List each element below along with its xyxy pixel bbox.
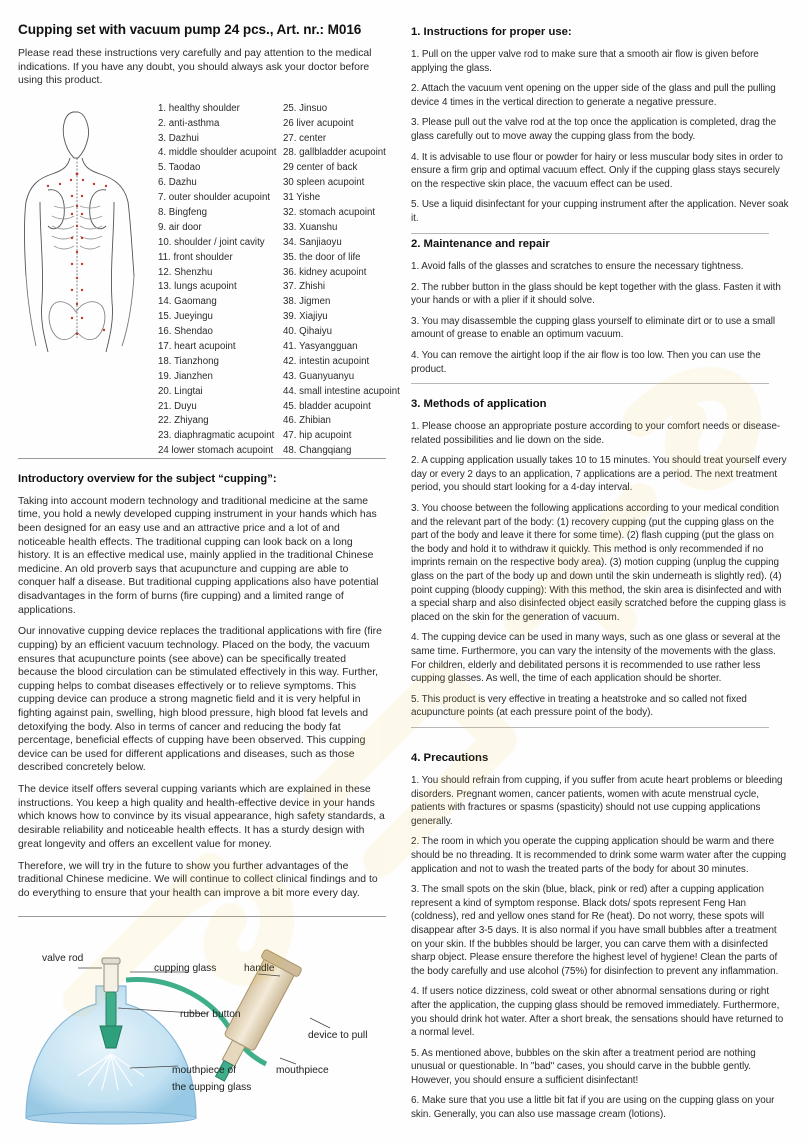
section-item: 2. Attach the vacuum vent opening on the upper side of the glass and pull the pulling device 4 times in the vertical direction to generate a negative pressure. (411, 83, 776, 108)
back-acupoint-figure (18, 106, 153, 356)
acupoint-item: 34. Sanjiaoyu (283, 236, 342, 248)
acupoint-item: 29 center of back (283, 162, 358, 174)
section-item: 2. A cupping application usually takes 10 to 15 minutes. You should treat yourself every day or every 2 days to an application, 7 applications are a period. The next treatment period, you should start looking for a 4-day interval. (411, 455, 787, 494)
acupoint-item: 48. Changqiang (283, 445, 352, 457)
overview-paragraph: Our innovative cupping device replaces the traditional applications with fire (fire cupping) by an efficient vacuum technology. Placed on the body, the vacuum ensures that acupuncture points (see above) can be specifically treated because the blood circulation can be stimulated effectively in this way. Further, cupping helps to combat diseases effectively or to relieve symptoms. This cupping device can produce a strong magnetic field and it is very helpful in fighting against pain, swelling, high blood pressure, high blood fat levels and detoxifying the body. Also in terms of cancer and reducing the body fat percentage, beneficial effects of cupping have been observed. This cupping device can be used for different applications and diseases, such as those described concretely below. (18, 626, 382, 774)
acupoint-item: 23. diaphragmatic acupoint (158, 430, 275, 442)
section-item: 1. Please choose an appropriate posture according to your comfort needs or disease-related possibilities and lie down on the side. (411, 421, 781, 446)
acupoint-item: 28. gallbladder acupoint (283, 147, 386, 159)
label-mouthpiece: mouthpiece (276, 1065, 329, 1076)
section-item: 2. The room in which you operate the cupping application should be warm and there should be no threading. It is recommended to drink some warm water after the cupping application and not to wash the treated parts of the body for about 30 minutes. (411, 836, 787, 875)
acupoint-item: 12. Shenzhu (158, 266, 213, 278)
section-heading: 1. Instructions for proper use: (411, 26, 572, 38)
acupoint-item: 10. shoulder / joint cavity (158, 236, 265, 248)
section-heading: 4. Precautions (411, 752, 489, 764)
acupoint-item: 42. intestin acupoint (283, 355, 370, 367)
overview-paragraph: Therefore, we will try in the future to show you further advantages of the traditional Chinese medicine. We will continue to collect clinical findings and to do everything to ensure that your health can improve a bit more every day. (18, 860, 378, 899)
section-instructions (411, 26, 789, 234)
section-item: 2. The rubber button in the glass should be kept together with the glass. Fasten it with your hands or with a plier if it should solve. (411, 281, 781, 307)
label-mouthpiece-glass: mouthpiece of (172, 1065, 236, 1076)
section-item: 4. You can remove the airtight loop if the air flow is too low. Then you can use the product. (411, 349, 761, 375)
acupoint-item: 26 liver acupoint (283, 117, 354, 129)
acupoint-item: 20. Lingtai (158, 385, 203, 397)
label-mouthpiece-glass-2: the cupping glass (172, 1082, 252, 1093)
acupoint-item: 14. Gaomang (158, 296, 217, 308)
acupoint-item: 13. lungs acupoint (158, 281, 237, 293)
acupoint-item: 35. the door of life (283, 251, 361, 263)
section-item: 5. Use a liquid disinfectant for your cupping instrument after the application. Never soak it. (411, 199, 789, 224)
acupoint-item: 15. Jueyingu (158, 311, 213, 323)
section-item: 5. This product is very effective in treating a heatstroke and so called not fixed acupuncture points (at each pressure point of the body). (411, 693, 747, 719)
label-device-to-pull: device to pull (308, 1030, 368, 1041)
label-handle: handle (244, 963, 275, 974)
acupoint-item: 27. center (283, 132, 327, 144)
section-item: 1. You should refrain from cupping, if you suffer from acute heart problems or bleeding disorders. Pregnant women, cancer patients, women with acute menstrual cycle, patients with fractures or spasms (spasticity) should not use cupping applications generally. (411, 775, 783, 827)
label-rubber-button: rubber button (180, 1009, 241, 1020)
acupoint-item: 17. heart acupoint (158, 341, 236, 353)
intro-text: Please read these instructions very carefully and pay attention to the medical indications. If you have any doubt, you should always ask your doctor before using this product. (18, 48, 372, 87)
acupoint-item: 33. Xuanshu (283, 221, 338, 233)
section-item: 4. It is advisable to use flour or powder for hairy or less muscular body sites in order to ensure a firm grip and optimal vacuum effect. Only if the cupping glass stays securely on the respective skin place, the vacuum effect can be used. (411, 151, 783, 190)
section-item: 1. Avoid falls of the glasses and scratches to ensure the necessary tightness. (411, 261, 744, 272)
overview-heading: Introductory overview for the subject “cupping”: (18, 472, 277, 485)
acupoint-item: 39. Xiajiyu (283, 311, 328, 323)
acupoint-item: 5. Taodao (158, 162, 201, 174)
section-item: 3. Please pull out the valve rod at the top once the application is completed, drag the glass carefully out to move away the cupping glass from the body. (411, 117, 777, 142)
section-divider (411, 383, 769, 384)
acupoint-item: 19. Jianzhen (158, 370, 213, 382)
acupoint-item: 1. healthy shoulder (158, 102, 240, 114)
section-divider (18, 916, 386, 917)
acupoint-item: 47. hip acupoint (283, 430, 352, 442)
left-column (18, 22, 400, 909)
acupoint-item: 37. Zhishi (283, 281, 325, 293)
section-item: 4. If users notice dizziness, cold sweat or other abnormal sensations during or right after the application, the cupping glass should be removed immediately. Furthermore, you should drink hot water. After a short break, the sensations should have returned to a normal level. (411, 986, 784, 1039)
acupoint-item: 18. Tianzhong (158, 355, 219, 367)
section-divider (411, 727, 769, 728)
acupoint-item: 2. anti-asthma (158, 117, 220, 129)
acupoint-item: 32. stomach acupoint (283, 207, 376, 219)
acupoint-item: 46. Zhibian (283, 415, 331, 427)
label-cupping-glass: cupping glass (154, 963, 217, 974)
overview-paragraph: Taking into account modern technology and traditional medicine at the same time, you hold a newly developed cupping instrument in your hands which has been designed for an easy use and an attractive price and a lot of and noticeable health effects. The traditional cupping can look back on a long history. It is an effective medical use, mainly applied in the traditional Chinese medicine. An old proverb says that acupuncture and cupping are able to conquer half a disease. But traditional cupping applications also have potential disadvantages in the form of burns (fire cupping) and a limited range of applications. (18, 495, 379, 616)
section-item: 3. You may disassemble the cupping glass yourself to eliminate dirt or to use a small amount of grease to enable an optimum vacuum. (411, 315, 776, 341)
section-item: 3. You choose between the following applications according to your medical condition and the relevant part of the body: (1) recovery cupping (put the cupping glass on the part of the body and leave it there for some time). (2) flash cupping (put the glass on the body and hold it to withdraw it quickly. This method is only recommended if no imprints remain on the respective body area). (3) motion cupping (unplug the cupping glass on the part of the body up and down until the skin underneath is slightly red). (4) point cupping (bloody cupping): With this method, the skin area is disinfected and with a special sharp and also disinfected object easily scratched before the cupping glass is placed on the skin for the generation of vacuum. (411, 502, 786, 623)
acupoint-item: 16. Shendao (158, 326, 213, 338)
acupoint-list (158, 102, 398, 459)
overview-paragraph: The device itself offers several cupping variants which are explained in these instructions. You keep a high quality and health-effective device in your hands which knows how to convince by its visual appearance, high safety standards, a desirable reliability and noticeable health effects. It has a sturdy design with great longevity and offers an excellent value for money. (18, 784, 385, 850)
acupoint-item: 11. front shoulder (158, 251, 233, 263)
section-precautions (411, 752, 789, 1129)
acupoint-section (18, 102, 400, 482)
section-item: 4. The cupping device can be used in many ways, such as one glass or several at the same time. Furthermore, you can vary the intensity of the movements with the glass. For children, elderly and debilitated persons it is recommended to use rather less cupping glasses. As well, the time of each application should be shorter. (411, 632, 781, 685)
acupoint-item: 25. Jinsuo (283, 102, 328, 114)
section-heading: 3. Methods of application (411, 398, 547, 410)
section-maintenance (411, 238, 789, 384)
acupoint-item: 38. Jigmen (283, 296, 331, 308)
section-heading: 2. Maintenance and repair (411, 238, 550, 250)
acupoint-item: 8. Bingfeng (158, 207, 208, 219)
acupoint-item: 41. Yasyangguan (283, 341, 358, 353)
acupoint-item: 21. Duyu (158, 400, 197, 412)
section-item: 3. The small spots on the skin (blue, black, pink or red) after a cupping application represent a kind of symptom response. Black dots/ spots represent Feng Han (coldness), red and yellow ones stand for Re (heat). Do not worry, these spots will disappear after 3-5 days. It is also normal if you have small bubbles after a treatment on your skin. If the bubbles should be larger, you can carve them with a disinfected sharp object. Please ensure therefore the highest level of hygiene! Clean the parts of the body carefully and use alcohol (75%) for disinfection to prevent any inflammation. (411, 884, 779, 977)
document-title: Cupping set with vacuum pump 24 pcs., Art. nr.: M016 (18, 22, 362, 37)
label-valve-rod: valve rod (42, 953, 84, 964)
section-item: 1. Pull on the upper valve rod to make sure that a smooth air flow is given before applying the glass. (411, 49, 759, 74)
acupoint-item: 24 lower stomach acupoint (158, 445, 274, 457)
acupoint-item: 9. air door (158, 221, 202, 233)
acupoint-item: 31 Yishe (283, 192, 321, 204)
acupoint-item: 43. Guanyuanyu (283, 370, 355, 382)
acupoint-item: 7. outer shoulder acupoint (158, 192, 271, 204)
acupoint-item: 45. bladder acupoint (283, 400, 371, 412)
cupping-glass-diagram (18, 936, 388, 1126)
section-methods (411, 398, 789, 728)
acupoint-item: 30 spleen acupoint (283, 177, 365, 189)
acupoint-item: 40. Qihaiyu (283, 326, 333, 338)
section-item: 6. Make sure that you use a little bit fat if you are using on the cupping glass on your skin. Generally, you can also use massage cream (lotions). (411, 1095, 775, 1121)
section-divider (411, 233, 769, 234)
acupoint-item: 6. Dazhu (158, 177, 197, 189)
acupoint-item: 36. kidney acupoint (283, 266, 367, 278)
acupoint-item: 22. Zhiyang (158, 415, 209, 427)
acupoint-item: 44. small intestine acupoint (283, 385, 400, 397)
section-item: 5. As mentioned above, bubbles on the skin after a treatment period are nothing unusual or questionable. In "bad" cases, you should carve in the bubble gently. However, you should ensure a sufficient disinfectant! (411, 1047, 756, 1086)
acupoint-grid (158, 102, 398, 459)
acupoint-item: 3. Dazhui (158, 132, 199, 144)
acupoint-item: 4. middle shoulder acupoint (158, 147, 277, 159)
